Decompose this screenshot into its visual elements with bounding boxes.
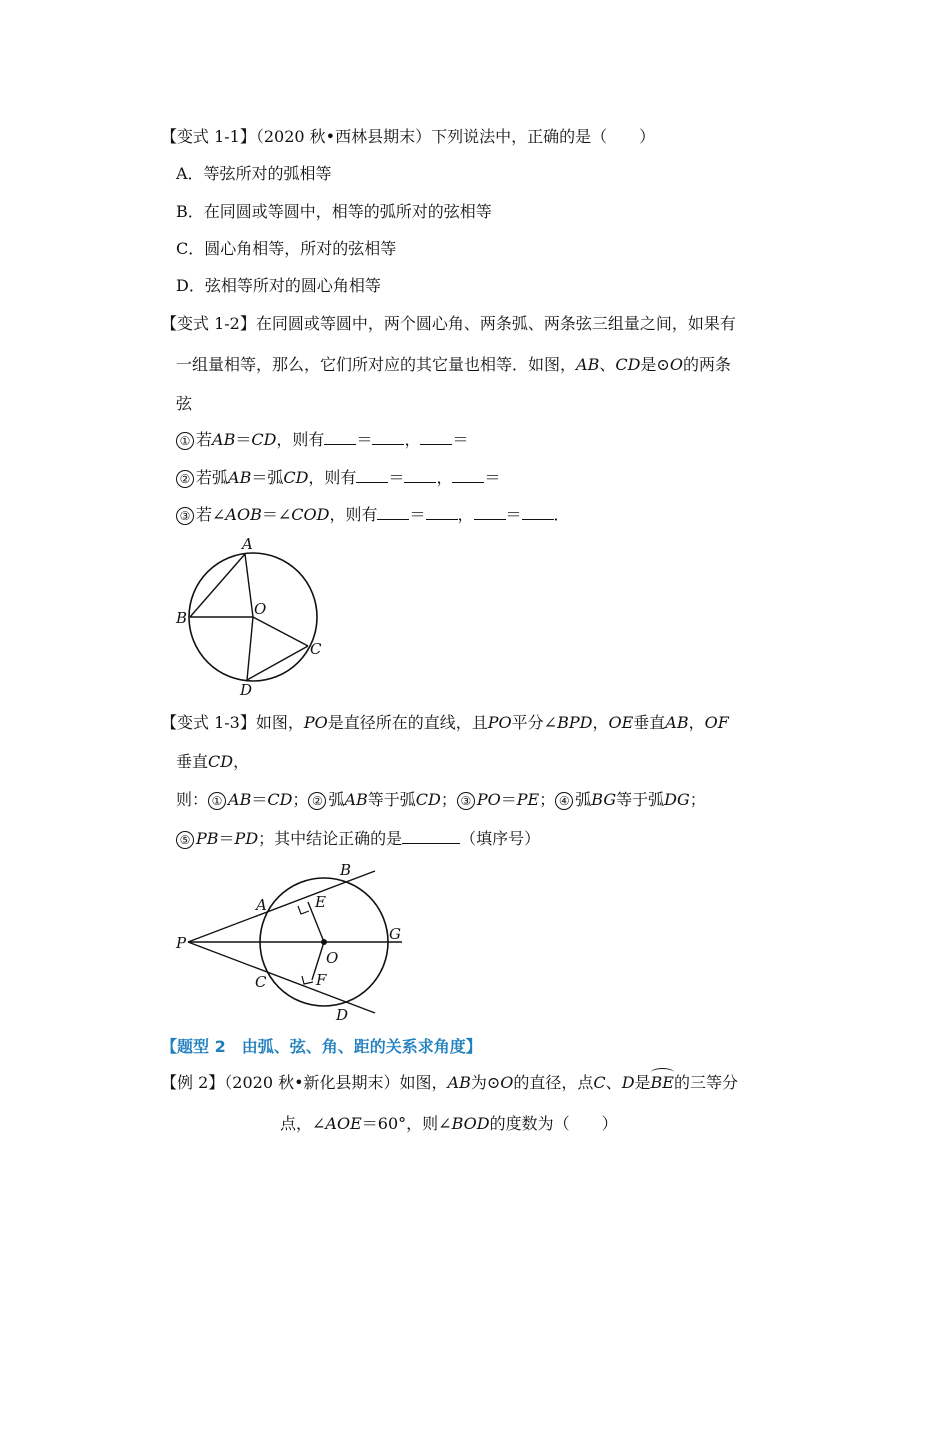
section-heading-type-2: 【题型 2 由弧、弦、角、距的关系求角度】 — [161, 1037, 482, 1056]
label-o: O — [254, 600, 267, 618]
label-o: O — [326, 949, 339, 967]
variant-1-1-question: 下列说法中，正确的是（ ） — [431, 127, 656, 146]
center-point — [321, 939, 327, 945]
label-f: F — [316, 971, 327, 989]
arc-be: BE — [650, 1073, 674, 1092]
answer-blank[interactable] — [452, 468, 484, 483]
label-b: B — [340, 861, 352, 879]
option-d: D．弦相等所对的圆心角相等 — [176, 276, 381, 295]
label-e: E — [315, 893, 326, 911]
example-2-line2: 点，∠AOE＝60°，则∠BOD的度数为（ ） — [280, 1114, 618, 1133]
variant-1-3-line1: 【变式 1-3】如图，PO是直径所在的直线，且PO平分∠BPD，OE垂直AB，OF — [161, 713, 729, 732]
variant-1-3-line2: 垂直CD， — [176, 752, 250, 771]
label-p: P — [176, 934, 187, 952]
label-d: D — [336, 1006, 349, 1024]
variant-1-2-item3: ③ 若∠AOB＝∠COD，则有 ＝ ， ＝ ． — [176, 505, 570, 525]
variant-1-2-line3: 弦 — [176, 394, 193, 413]
answer-blank[interactable] — [372, 430, 404, 445]
variant-1-1-label: 【变式 1-1】 — [161, 127, 256, 146]
example-2-label: 【例 2】 — [161, 1073, 225, 1092]
option-a: A．等弦所对的弧相等 — [176, 164, 332, 183]
variant-1-2-item1: ① 若AB＝CD，则有 ＝ ， ＝ — [176, 430, 468, 450]
variant-1-3-line4: ⑤ PB＝PD；其中结论正确的是 （填序号） — [176, 829, 540, 849]
answer-blank[interactable] — [404, 468, 436, 483]
variant-1-3-line3: 则： ① AB＝CD； ② 弧AB等于弧CD； ③ PO＝PE； ④ 弧BG等于弧DG； — [176, 790, 706, 809]
figure-circle-chords — [170, 533, 330, 698]
right-angle-f — [302, 976, 313, 984]
label-a: A — [256, 896, 267, 914]
option-b: B．在同圆或等圆中，相等的弧所对的弦相等 — [176, 202, 492, 221]
answer-blank[interactable] — [420, 430, 452, 445]
answer-blank[interactable] — [474, 505, 506, 520]
variant-1-2-item2: ② 若弧AB＝弧CD，则有 ＝ ， ＝ — [176, 468, 500, 488]
line-pd — [188, 942, 375, 1013]
line-pb — [188, 871, 375, 942]
radius-oa — [245, 554, 253, 617]
variant-1-2-line2: 一组量相等，那么，它们所对应的其它量也相等．如图，AB、CD是⊙O的两条 — [176, 355, 731, 374]
answer-blank[interactable] — [377, 505, 409, 520]
radius-oc — [253, 617, 308, 646]
label-c: C — [310, 640, 322, 658]
answer-blank[interactable] — [324, 430, 356, 445]
chord-cd — [247, 646, 308, 680]
variant-1-2-line1: 【变式 1-2】在同圆或等圆中，两个圆心角、两条弧、两条弦三组量之间，如果有 — [161, 314, 736, 333]
label-a: A — [242, 535, 253, 553]
right-angle-e — [298, 906, 309, 914]
label-b: B — [176, 609, 188, 627]
label-g: G — [389, 925, 401, 943]
variant-1-2-label: 【变式 1-2】 — [161, 314, 256, 333]
variant-1-1-stem — [161, 127, 655, 147]
example-2-line1: 【例 2】（2020 秋•新化县期末）如图，AB为⊙O的直径，点C、D是BE的三等分 — [161, 1073, 738, 1092]
variant-1-3-label: 【变式 1-3】 — [161, 713, 256, 732]
radius-od — [247, 617, 253, 680]
answer-blank[interactable] — [522, 505, 554, 520]
answer-blank[interactable] — [402, 829, 460, 844]
variant-1-1-source: （2020 秋•西林县期末） — [255, 127, 432, 146]
answer-blank[interactable] — [426, 505, 458, 520]
label-c: C — [255, 973, 267, 991]
answer-blank[interactable] — [356, 468, 388, 483]
label-d: D — [240, 681, 253, 698]
figure-secant-circle — [170, 857, 415, 1027]
option-c: C．圆心角相等，所对的弦相等 — [176, 239, 397, 258]
